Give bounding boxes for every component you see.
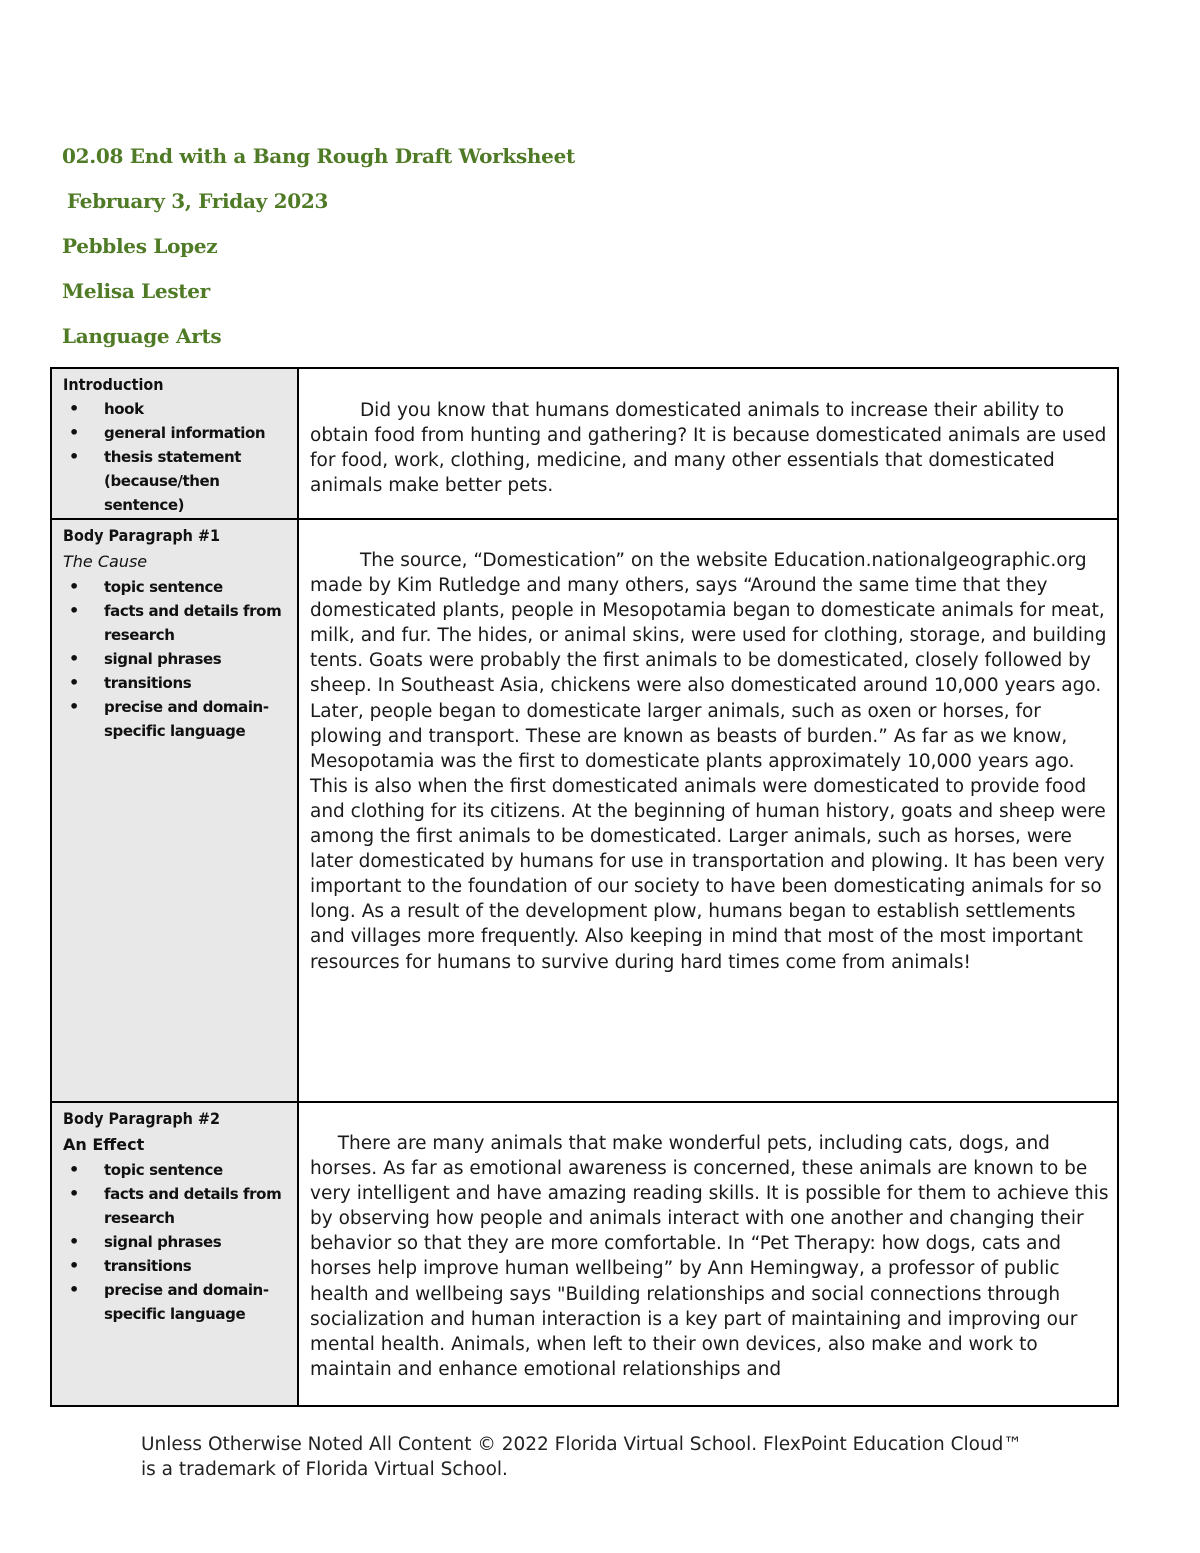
criteria-cell xyxy=(51,519,298,1102)
list-item: • general information xyxy=(63,421,291,445)
copyright-footer: Unless Otherwise Noted All Content © 2022 Florida Virtual School. FlexPoint Education Cloud™ is a trademark of Florida Virtual School. xyxy=(141,1434,1022,1480)
course-name: Language Arts xyxy=(62,324,222,348)
list-item: • precise and domain-specific language xyxy=(63,695,291,743)
table-row xyxy=(51,368,1118,519)
criteria-cell xyxy=(51,1102,298,1406)
list-item: • signal phrases xyxy=(63,647,291,671)
section-title: Body Paragraph #2 xyxy=(63,1109,220,1128)
list-item: • precise and domain-specific language xyxy=(63,1278,291,1326)
introduction-paragraph: Did you know that humans domesticated animals to increase their ability to obtain food from hunting and gathering? It is because domesticated animals are used for food, work, clothing, medicine, and many other essentials that domesticated animals make better pets. xyxy=(310,400,1107,497)
criteria-list xyxy=(63,575,291,743)
list-item: • topic sentence xyxy=(63,575,291,599)
list-item: • facts and details from research xyxy=(63,1182,291,1230)
list-item: • transitions xyxy=(63,1254,291,1278)
body-paragraph-2: There are many animals that make wonderful pets, including cats, dogs, and horses. As far as emotional awareness is concerned, these animals are known to be very intelligent and have amazing reading skills. It is possible for them to achieve this by observing how people and animals interact with one another and changing their behavior so that they are more comfortable. In “Pet Therapy: how dogs, cats and horses help improve human wellbeing” by Ann Hemingway, a professor of public health and wellbeing says "Building relationships and social connections through socialization and human interaction is a key part of maintaining and improving our mental health. Animals, when left to their own devices, also make and work to maintain and enhance emotional relationships and xyxy=(310,1133,1109,1380)
student-name: Pebbles Lopez xyxy=(62,234,218,258)
table-row xyxy=(51,519,1118,1102)
list-item: • signal phrases xyxy=(63,1230,291,1254)
table-row xyxy=(51,1102,1118,1406)
list-item: • topic sentence xyxy=(63,1158,291,1182)
section-subtitle: The Cause xyxy=(63,552,148,571)
section-subtitle: An Effect xyxy=(63,1135,145,1154)
worksheet-table xyxy=(50,367,1119,1407)
list-item: • facts and details from research xyxy=(63,599,291,647)
body-paragraph-1: The source, “Domestication” on the website Education.nationalgeographic.org made by Kim Rutledge and many others, says “Around the same time that they domesticated plants, people in Mesopotamia began to domesticate animals for meat, milk, and fur. The hides, or animal skins, were used for clothing, storage, and building tents. Goats were probably the first animals to be domesticated, closely followed by sheep. In Southeast Asia, chickens were also domesticated around 10,000 years ago. Later, people began to domesticate larger animals, such as oxen or horses, for plowing and transport. These are known as beasts of burden.” As far as we know, Mesopotamia was the first to domesticate plants approximately 10,000 years ago. This is also when the first domesticated animals were domesticated to provide food and clothing for its citizens. At the beginning of human history, goats and sheep were among the first animals to be domesticated. Larger animals, such as horses, were later domesticated by humans for use in transportation and plowing. It has been very important to the foundation of our society to have been domesticating animals for so long. As a result of the development plow, humans began to establish settlements and villages more frequently. Also keeping in mind that most of the most important resources for humans to survive during hard times come from animals! xyxy=(310,550,1107,973)
section-title: Body Paragraph #1 xyxy=(63,526,220,545)
criteria-list xyxy=(63,397,291,517)
teacher-name: Melisa Lester xyxy=(62,279,210,303)
criteria-cell xyxy=(51,368,298,519)
response-cell xyxy=(298,1102,1118,1406)
section-title: Introduction xyxy=(63,375,164,394)
list-item: • thesis statement (because/then sentence) xyxy=(63,445,291,517)
worksheet-title: 02.08 End with a Bang Rough Draft Worksheet xyxy=(62,144,575,168)
list-item: • transitions xyxy=(63,671,291,695)
header-block xyxy=(62,138,575,363)
criteria-list xyxy=(63,1158,291,1326)
paragraph-clip xyxy=(310,1131,1109,1402)
date-line: February 3, Friday 2023 xyxy=(67,189,329,213)
response-cell xyxy=(298,368,1118,519)
list-item: • hook xyxy=(63,397,291,421)
response-cell xyxy=(298,519,1118,1102)
